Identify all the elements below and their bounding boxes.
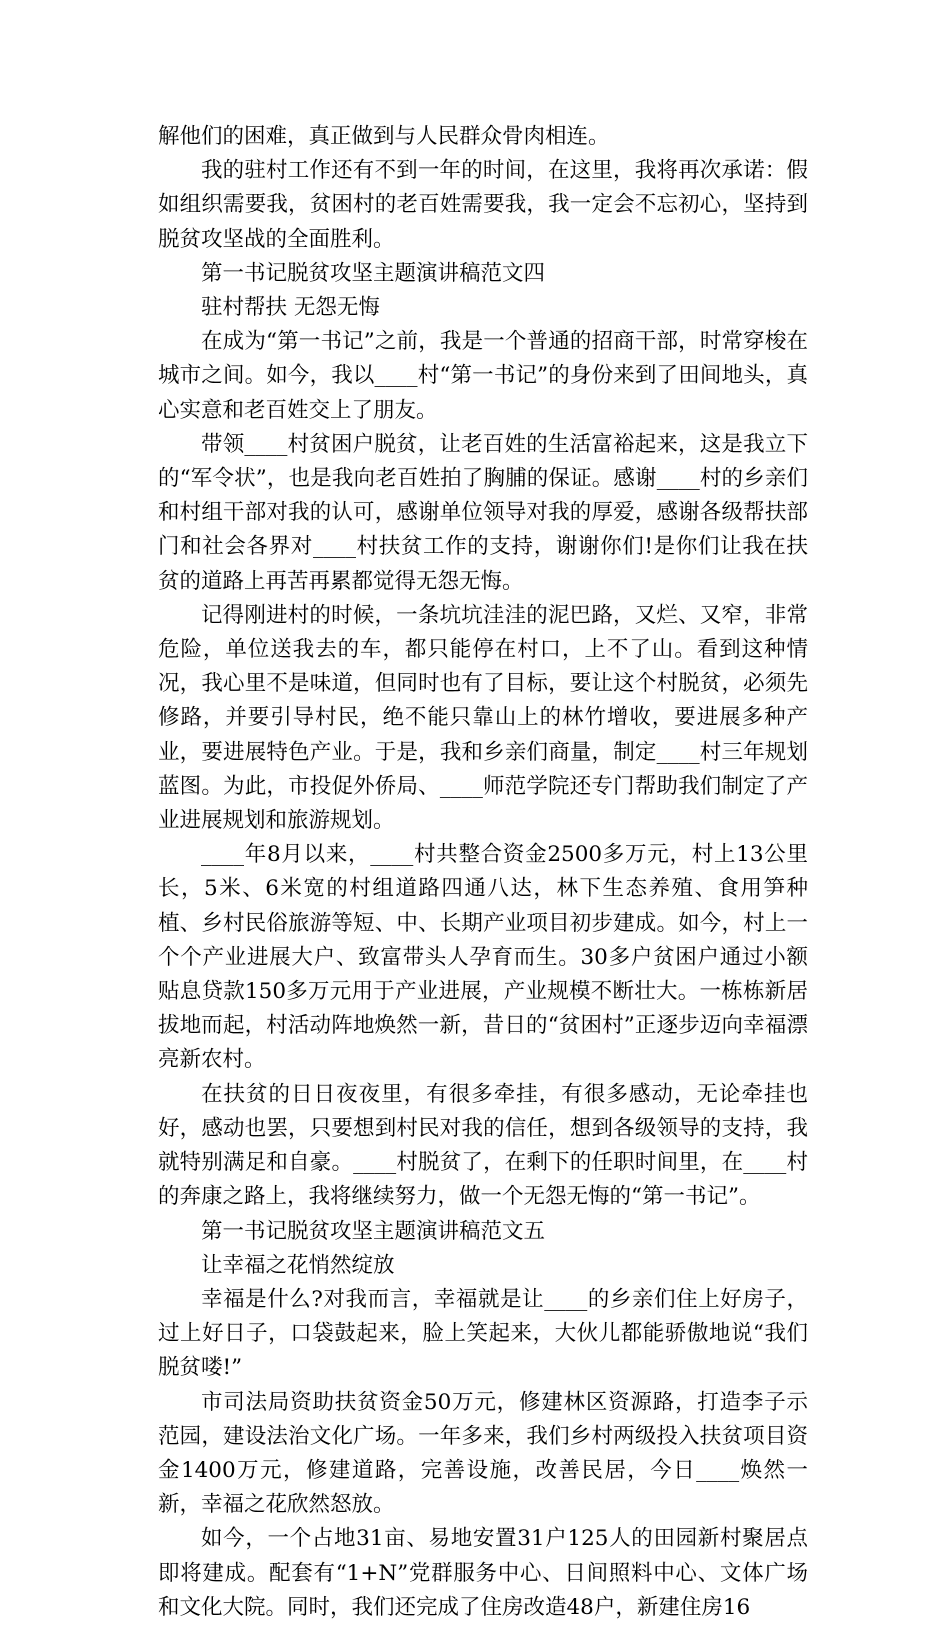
paragraph-7: 记得刚进村的时候，一条坑坑洼洼的泥巴路，又烂、又窄，非常危险，单位送我去的车，都只能停在村口，上不了山。看到这种情况，我心里不是味道，但同时也有了目标，要让这个村脱贫，必须先修路，并要引导村民，绝不能只靠山上的林竹增收，要进展多种产业，要进展特色产业。于是，我和乡亲们商量，制定____村三年规划蓝图。为此，市投促外侨局、____师范学院还专门帮助我们制定了产业进展规划和旅游规划。 [158, 602, 808, 834]
paragraph-9: 在扶贫的日日夜夜里，有很多牵挂，有很多感动，无论牵挂也好，感动也罢，只要想到村民对我的信任，想到各级领导的支持，我就特别满足和自豪。____村脱贫了，在剩下的任职时间里，在____村的奔康之路上，我将继续努力，做一个无怨无悔的“第一书记”。 [158, 1081, 808, 1210]
paragraph-1: 解他们的困难，真正做到与人民群众骨肉相连。 [158, 124, 610, 149]
section-subtitle-5: 让幸福之花悄然绽放 [201, 1252, 395, 1278]
document-body [158, 120, 808, 1625]
section-heading-4: 第一书记脱贫攻坚主题演讲稿范文四 [201, 260, 546, 286]
paragraph-14: 如今，一个占地31亩、易地安置31户125人的田园新村聚居点即将建成。配套有“1+N”党群服务中心、日间照料中心、文体广场和文化大院。同时，我们还完成了住房改造48户，新建住房16 [158, 1526, 808, 1620]
paragraph-6: 带领____村贫困户脱贫，让老百姓的生活富裕起来，这是我立下的“军令状”，也是我向老百姓拍了胸脯的保证。感谢____村的乡亲们和村组干部对我的认可，感谢单位领导对我的厚爱，感谢各级帮扶部门和社会各界对____村扶贫工作的支持，谢谢你们!是你们让我在扶贫的道路上再苦再累都觉得无怨无悔。 [158, 431, 808, 594]
paragraph-2: 我的驻村工作还有不到一年的时间，在这里，我将再次承诺：假如组织需要我，贫困村的老百姓需要我，我一定会不忘初心，坚持到脱贫攻坚战的全面胜利。 [158, 158, 808, 252]
paragraph-5: 在成为“第一书记”之前，我是一个普通的招商干部，时常穿梭在城市之间。如今，我以____村“第一书记”的身份来到了田间地头，真心实意和老百姓交上了朋友。 [158, 329, 808, 423]
section-subtitle-4: 驻村帮扶 无怨无悔 [201, 295, 380, 321]
section-heading-5: 第一书记脱贫攻坚主题演讲稿范文五 [201, 1218, 546, 1244]
paragraph-13: 市司法局资助扶贫资金50万元，修建林区资源路，打造李子示范园，建设法治文化广场。一年多来，我们乡村两级投入扶贫项目资金1400万元，修建道路，完善设施，改善民居，今日____焕然一新，幸福之花欣然怒放。 [158, 1389, 808, 1518]
paragraph-8: ____年8月以来，____村共整合资金2500多万元，村上13公里长，5米、6米宽的村组道路四通八达，林下生态养殖、食用笋种植、乡村民俗旅游等短、中、长期产业项目初步建成。如今，村上一个个产业进展大户、致富带头人孕育而生。30多户贫困户通过小额贴息贷款150多万元用于产业进展，产业规模不断壮大。一栋栋新居拔地而起，村活动阵地焕然一新，昔日的“贫困村”正逐步迈向幸福漂亮新农村。 [158, 842, 808, 1073]
paragraph-12: 幸福是什么?对我而言，幸福就是让____的乡亲们住上好房子，过上好日子，口袋鼓起来，脸上笑起来，大伙儿都能骄傲地说“我们脱贫喽!” [158, 1286, 808, 1381]
